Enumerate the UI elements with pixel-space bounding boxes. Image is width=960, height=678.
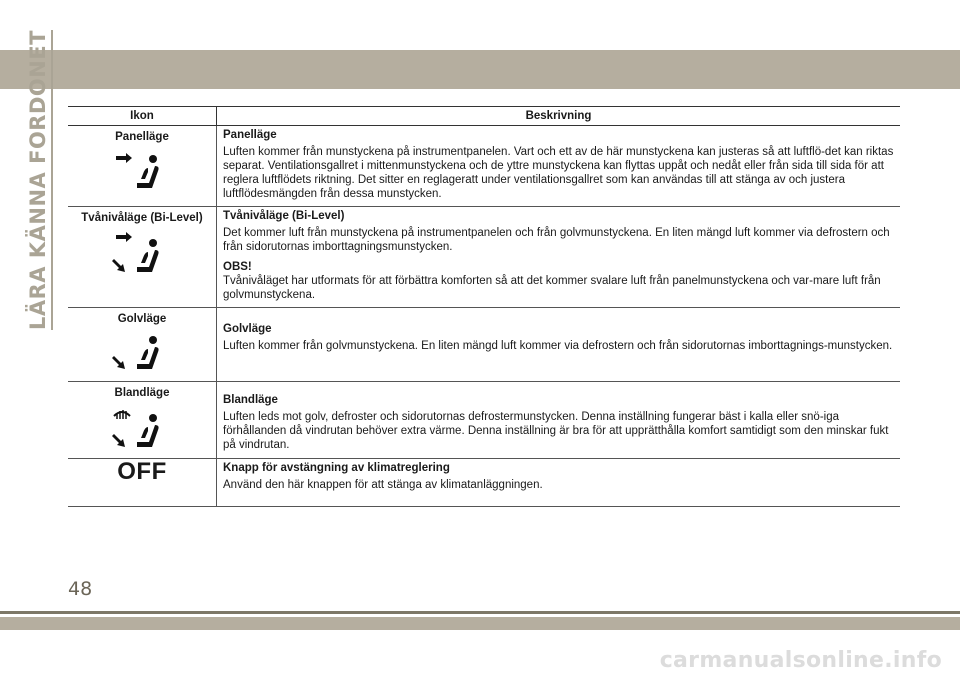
table-row xyxy=(68,382,900,459)
description-text: Det kommer luft från munstyckena på instrumentpanelen och från golvmunstyckena. En liten mängd luft kommer via defrostern och från sidorutornas imborttagningsmunstycken. xyxy=(223,227,890,253)
description-title: Blandläge xyxy=(223,394,278,406)
header-description: Beskrivning xyxy=(217,107,901,126)
footer-line xyxy=(0,611,960,614)
description-title: Tvånivåläge (Bi-Level) xyxy=(223,210,345,222)
description-title: Panelläge xyxy=(223,129,277,141)
panel-mode-icon xyxy=(112,150,172,194)
table-row xyxy=(68,207,900,308)
note-text: Tvånivåläget har utformats för att förbättra komforten så att det kommer svalare luft från panelmunstyckena och var-mare luft från golvmunstyckena. xyxy=(223,275,881,301)
description-cell xyxy=(217,308,901,382)
description-text: Luften kommer från munstyckena på instrumentpanelen. Vart och ett av de här munstyckena kan justeras så att luftflö-det kan riktas separat. Ventilationsgallret i mittenmunstyckena och de yttre munstyckena kan flyttas uppåt och nedåt eller från sida till sida för att reglera luftflödets riktning. Det sitter en reglageratt under ventilationsgallret som kan användas till att stänga av och justera luftflödesmängden från dessa munstycken. xyxy=(223,146,894,200)
mix-mode-icon xyxy=(112,406,172,454)
ventilation-mode-table xyxy=(68,106,900,507)
section-side-title: LÄRA KÄNNA FORDONET xyxy=(26,90,52,330)
page-number: 48 xyxy=(68,578,93,600)
description-cell xyxy=(217,207,901,308)
table-row xyxy=(68,308,900,382)
description-text: Använd den här knappen för att stänga av klimatanläggningen. xyxy=(223,479,543,491)
icon-cell xyxy=(68,207,217,308)
watermark-text: carmanualsonline.info xyxy=(659,648,942,673)
header-icon: Ikon xyxy=(68,107,217,126)
icon-label: Golvläge xyxy=(117,313,167,325)
description-text: Luften leds mot golv, defroster och sidorutornas defrostermunstycken. Denna inställning fungerar bäst i kalla eller snö-iga förhållanden då vindrutan behöver extra värme. Denna inställning är bra för att upprätthålla komfort samtidigt som den minskar fukt på vindrutan. xyxy=(223,411,889,451)
icon-cell xyxy=(68,308,217,382)
icon-label: Panelläge xyxy=(115,131,169,143)
bi-level-mode-icon xyxy=(112,231,172,279)
description-title: Knapp för avstängning av klimatreglering xyxy=(223,462,450,474)
description-cell xyxy=(217,382,901,459)
icon-cell xyxy=(68,126,217,207)
description-cell xyxy=(217,126,901,207)
header-band xyxy=(0,50,960,89)
description-title: Golvläge xyxy=(223,323,272,335)
icon-label: Tvånivåläge (Bi-Level) xyxy=(81,212,203,224)
table-header-row xyxy=(68,107,900,126)
table-row xyxy=(68,459,900,507)
table-row xyxy=(68,126,900,207)
icon-cell xyxy=(68,459,217,507)
description-text: Luften kommer från golvmunstyckena. En liten mängd luft kommer via defrostern och från sidorutornas imborttagnings-munstycken. xyxy=(223,340,893,352)
off-text-icon: OFF xyxy=(117,458,167,485)
icon-label: Blandläge xyxy=(114,387,170,399)
note-label: OBS! xyxy=(223,261,252,273)
description-cell xyxy=(217,459,901,507)
icon-cell xyxy=(68,382,217,459)
footer-band xyxy=(0,617,960,630)
floor-mode-icon xyxy=(112,332,172,376)
